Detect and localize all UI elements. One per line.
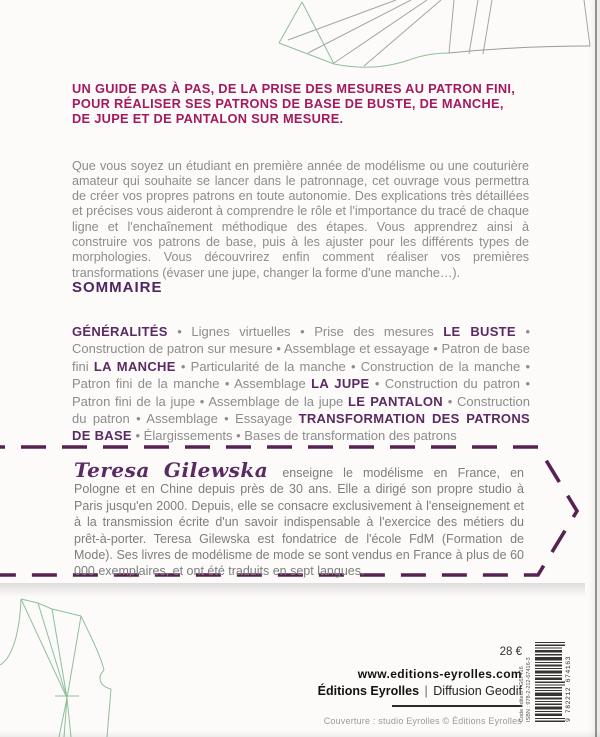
separator: | xyxy=(424,684,428,698)
isbn: ISBN : 978-2-212-67416-3 xyxy=(526,657,532,722)
sommaire-keyword: LA JUPE xyxy=(311,376,370,392)
headline-line-2: POUR RÉALISER SES PATRONS DE BASE DE BUSTE, DE MANCHE, xyxy=(72,95,504,111)
divider-rule xyxy=(392,705,522,707)
sommaire-items: • Construction du patron • Assemblage • Essayage xyxy=(72,393,530,427)
barcode-bars xyxy=(535,640,565,722)
sommaire-keyword: GÉNÉRALITÉS xyxy=(72,324,168,339)
sommaire-items: • Élargissements • Bases de transformation des patrons xyxy=(131,428,457,444)
publisher-name: Éditions Eyrolles xyxy=(317,684,420,698)
headline-line-1: UN GUIDE PAS À PAS, DE LA PRISE DES MESURES AU PATRON FINI, xyxy=(72,81,516,96)
intro-paragraph: Que vous soyez un étudiant en première année de modélisme ou une couturière amateur qui souhaite se lancer dans le patronnage, cet ouvrage vous permettra de créer vos propres patrons en toute autonomie. Des explications très détaillées et précises vous aideront à comprendre le rôle et l'importance du tracé de chaque ligne et l'enchaînement méthodique des étapes. Vous apprendrez ainsi à construire vos patrons de base, puis à les ajuster pour les différents types de morphologies. Vous découvrirez enfin comment réaliser vos premières transformations (évaser une jupe, changer la forme d'une manche…). xyxy=(72,158,529,280)
sommaire-keyword: TRANSFORMATION DES PATRONS DE BASE xyxy=(72,411,531,444)
headline xyxy=(72,82,542,126)
code-editeur: Code éditeur : G67416 xyxy=(519,666,525,722)
sewing-pattern-bottom-illustration xyxy=(0,585,120,737)
barcode-number: 9 782212 674163 xyxy=(565,655,572,722)
sommaire-items: • Lignes virtuelles • Prise des mesures xyxy=(167,324,444,339)
sommaire-items: • Construction du patron • Patron fini de la jupe • Assemblage de la jupe xyxy=(72,376,530,409)
author-bio xyxy=(74,458,524,580)
publisher-website: www.editions-eyrolles.com xyxy=(357,667,522,681)
barcode-block xyxy=(519,640,577,722)
publisher-line xyxy=(318,684,522,698)
cover-credit: Couverture : studio Eyrolles © Éditions Eyrolles xyxy=(323,716,522,726)
sommaire-title: SOMMAIRE xyxy=(72,279,163,296)
author-bio-text: enseigne le modélisme en France, en Pologne et en Chine depuis près de 30 ans. Elle a dirigé son propre studio à Paris jusqu'en 2000. Depuis, elle se consacre exclusivement à l'enseignement et à la transmission écrite d'un savoir indispensable à l'exercice des métiers du prêt-à-porter. Teresa Gilewska est fondatrice de l'école FdM (Formation de Mode). Ses livres de modélisme de mode se sont vendus en France à plus de 60 000 exemplaires, et ont été traduits en sept langues. xyxy=(74,466,524,579)
sommaire-contents xyxy=(72,323,530,445)
price: 28 € xyxy=(499,646,522,658)
author-name: Teresa Gilewska xyxy=(74,458,269,482)
page-edge-line xyxy=(595,0,597,737)
sommaire-items: • Construction de patron sur mesure • Assemblage et essayage • Patron de base fini xyxy=(72,324,531,374)
publisher-block xyxy=(318,646,522,726)
distributor-name: Diffusion Geodif xyxy=(433,684,522,698)
sommaire-keyword: LA MANCHE xyxy=(93,358,176,374)
page-edge-shadow xyxy=(588,0,600,737)
sommaire-keyword: LE BUSTE xyxy=(443,324,516,339)
sommaire-items: • Particularité de la manche • Construction de la manche • Patron fini de la manche • Assemblage xyxy=(72,358,531,392)
sewing-pattern-top-illustration xyxy=(278,0,596,74)
headline-line-3: DE JUPE ET DE PANTALON SUR MESURE. xyxy=(72,110,344,126)
sommaire-keyword: LE PANTALON xyxy=(348,393,443,409)
